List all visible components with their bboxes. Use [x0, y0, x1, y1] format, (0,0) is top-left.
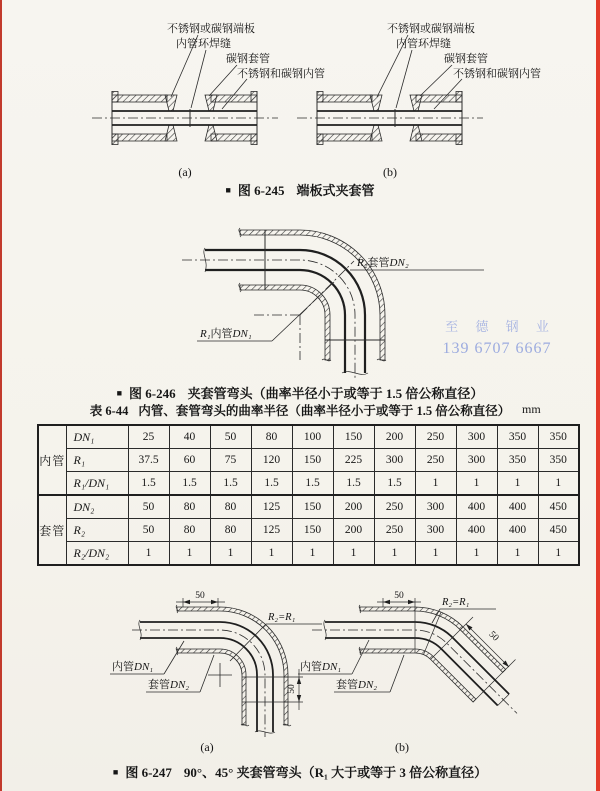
table-cell: 1	[538, 472, 579, 496]
table-cell: 450	[538, 519, 579, 542]
table-cell: 80	[210, 519, 251, 542]
table-row	[38, 495, 579, 519]
table-cell: 1.5	[210, 472, 251, 496]
table-cell: 200	[333, 495, 374, 519]
end-plate	[205, 95, 217, 111]
table-cell: 125	[251, 519, 292, 542]
subfigure-b-label: (b)	[383, 165, 397, 179]
table-cell: 1	[128, 542, 169, 566]
table-cell: 50	[128, 495, 169, 519]
table-cell: 37.5	[128, 449, 169, 472]
table-cell: 400	[497, 495, 538, 519]
row-group-label: 内管	[38, 425, 66, 495]
jacket-pipe-label: R₂套管DN₂	[357, 257, 409, 269]
table-cell: 1	[415, 472, 456, 496]
watermark-name: 至 德 钢 业	[445, 319, 556, 334]
label-inner-pipe: 不锈钢和碳钢内管	[237, 68, 325, 80]
table-cell: 80	[210, 495, 251, 519]
table-cell: 40	[169, 425, 210, 449]
table-cell: 1.5	[169, 472, 210, 496]
figure-246-caption: ■ 图 6-246 夹套管弯头（曲率半径小于或等于 1.5 倍公称直径）	[116, 386, 484, 401]
jacket-pipe-label-a: 套管DN₂	[148, 679, 190, 691]
supplier-watermark	[434, 317, 560, 361]
table-row	[38, 449, 579, 472]
table-cell: 1	[333, 542, 374, 566]
subfigure-b-label: (b)	[395, 740, 409, 754]
label-jacket: 碳钢套管	[444, 53, 488, 65]
table-cell: 1.5	[292, 472, 333, 496]
table-cell: 250	[415, 449, 456, 472]
table-cell: 1	[374, 542, 415, 566]
label-weld: 内管环焊缝	[396, 38, 451, 50]
figure-245-caption: ■ 图 6-245 端板式夹套管	[225, 183, 375, 198]
table-cell: 150	[292, 495, 333, 519]
table-cell: 400	[497, 519, 538, 542]
jacketed-pipe-section	[92, 91, 278, 145]
table-cell: 300	[456, 425, 497, 449]
table-cell: 80	[169, 495, 210, 519]
table-cell: 200	[374, 425, 415, 449]
label-end-plate: 不锈钢或碳钢端板	[387, 23, 475, 35]
table-cell: 60	[169, 449, 210, 472]
figure-247-caption: ■ 图 6-247 90°、45° 夹套管弯头（R₁ 大于或等于 3 倍公称直径）	[112, 765, 488, 780]
table-cell: 350	[538, 425, 579, 449]
table-cell: 200	[333, 519, 374, 542]
table-cell: 1.5	[333, 472, 374, 496]
radius-equal-label-a: R₂=R₁	[268, 612, 296, 623]
table-cell: 80	[251, 425, 292, 449]
table-cell: 1.5	[251, 472, 292, 496]
table-cell: 350	[497, 425, 538, 449]
table-cell: 1	[497, 542, 538, 566]
table-cell: 350	[497, 449, 538, 472]
dimension-50-top-a: 50	[195, 591, 205, 601]
table-cell: 120	[251, 449, 292, 472]
label-end-plate: 不锈钢或碳钢端板	[167, 23, 255, 35]
watermark-phone: 139 6707 6667	[442, 339, 552, 357]
table-cell: 1	[456, 542, 497, 566]
row-header: DN₁	[66, 425, 128, 449]
table-cell: 150	[333, 425, 374, 449]
caption-square-marker: ■	[225, 185, 231, 195]
table-unit: mm	[522, 402, 541, 416]
table-cell: 80	[169, 519, 210, 542]
label-weld: 内管环焊缝	[176, 38, 231, 50]
table-cell: 300	[415, 519, 456, 542]
table-cell: 450	[538, 495, 579, 519]
table-cell: 250	[374, 495, 415, 519]
table-row	[38, 472, 579, 496]
table-cell: 1	[251, 542, 292, 566]
table-cell: 1	[292, 542, 333, 566]
inner-pipe-label-a: 内管DN₁	[112, 661, 154, 673]
dimension-50-top-b: 50	[394, 591, 404, 601]
table-cell: 50	[210, 425, 251, 449]
table-cell: 1	[169, 542, 210, 566]
table-cell: 150	[292, 519, 333, 542]
jacketed-elbow-90	[182, 228, 386, 378]
table-cell: 1	[415, 542, 456, 566]
row-group-label: 套管	[38, 495, 66, 565]
table-cell: 225	[333, 449, 374, 472]
inner-pipe-label: R₁内管DN₁	[200, 328, 252, 340]
table-cell: 25	[128, 425, 169, 449]
row-header: R₁/DN₁	[66, 472, 128, 496]
dimension-50-diagonal-b: 50	[486, 629, 501, 644]
subfigure-a-label: (a)	[200, 740, 214, 754]
row-header: R₂/DN₂	[66, 542, 128, 566]
table-cell: 250	[415, 425, 456, 449]
table-cell: 1	[497, 472, 538, 496]
elbow-45-drawing	[298, 591, 517, 754]
table-row	[38, 542, 579, 566]
table-row	[38, 425, 579, 449]
label-jacket: 碳钢套管	[226, 53, 270, 65]
table-cell: 300	[374, 449, 415, 472]
end-plate	[205, 125, 217, 141]
subfigure-a-label: (a)	[178, 165, 192, 179]
elbow-90-drawing	[110, 591, 322, 754]
row-header: R₂	[66, 519, 128, 542]
dimension-50-side-a: 50	[287, 684, 297, 694]
table-cell: 50	[128, 519, 169, 542]
table-cell: 250	[374, 519, 415, 542]
table-cell: 400	[456, 495, 497, 519]
table-cell: 125	[251, 495, 292, 519]
figure-247-drawing	[0, 585, 600, 757]
table-cell: 400	[456, 519, 497, 542]
table-cell: 300	[456, 449, 497, 472]
table-cell: 75	[210, 449, 251, 472]
radius-equal-label-b: R₂=R₁	[442, 597, 470, 608]
table-cell: 1	[456, 472, 497, 496]
table-cell: 1	[538, 542, 579, 566]
table-cell: 1.5	[128, 472, 169, 496]
table-cell: 350	[538, 449, 579, 472]
caption-square-marker: ■	[112, 767, 119, 777]
table-cell: 100	[292, 425, 333, 449]
table-cell: 1	[210, 542, 251, 566]
label-inner-pipe: 不锈钢和碳钢内管	[453, 68, 541, 80]
jacket-pipe-label-b: 套管DN₂	[336, 679, 378, 691]
table-644-title: 表 6-44 内管、套管弯头的曲率半径（曲率半径小于或等于 1.5 倍公称直径） mm	[89, 402, 541, 418]
end-plate	[165, 95, 177, 111]
jacketed-pipe-section-b	[297, 91, 483, 145]
table-cell: 150	[292, 449, 333, 472]
end-plate	[165, 125, 177, 141]
table-cell: 1.5	[374, 472, 415, 496]
row-header: DN₂	[66, 495, 128, 519]
row-header: R₁	[66, 449, 128, 472]
inner-pipe-label-b: 内管DN₁	[300, 661, 342, 673]
table-row	[38, 519, 579, 542]
table-cell: 300	[415, 495, 456, 519]
caption-square-marker: ■	[116, 388, 123, 398]
table-644	[37, 424, 580, 566]
figure-245-drawing	[0, 8, 600, 184]
